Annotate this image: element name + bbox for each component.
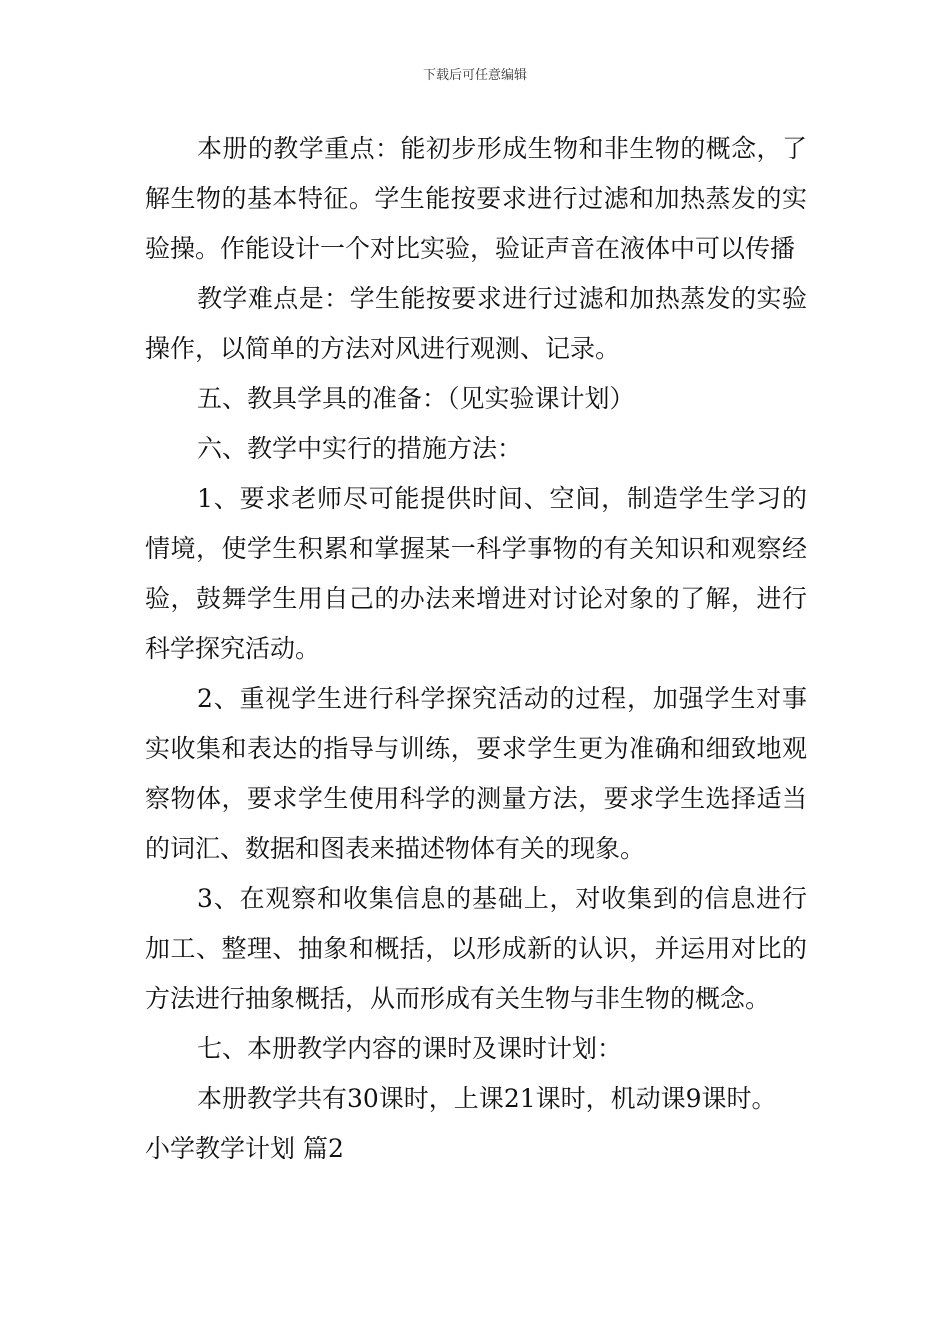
paragraph-measure-3: 3、在观察和收集信息的基础上，对收集到的信息进行加工、整理、抽象和概括，以形成新的认识，并运用对比的方法进行抽象概括，从而形成有关生物与非生物的概念。 [145, 884, 807, 1013]
paragraph-teaching-focus: 本册的教学重点：能初步形成生物和非生物的概念，了解生物的基本特征。学生能按要求进行过滤和加热蒸发的实验操。作能设计一个对比实验，验证声音在液体中可以传播 [145, 134, 807, 263]
section-heading: 小学教学计划 篇2 [145, 1134, 344, 1163]
paragraph-measure-2: 2、重视学生进行科学探究活动的过程，加强学生对事实收集和表达的指导与训练，要求学生更为准确和细致地观察物体，要求学生使用科学的测量方法，要求学生选择适当的词汇、数据和图表来描述物体有关的现象。 [145, 684, 807, 863]
paragraph-teaching-difficulty: 教学难点是：学生能按要求进行过滤和加热蒸发的实验操作，以简单的方法对风进行观测、记录。 [145, 284, 807, 363]
page-header: 下载后可任意编辑 [422, 68, 527, 83]
paragraph-measures-heading: 六、教学中实行的措施方法： [197, 434, 523, 463]
paragraph-measure-1: 1、要求老师尽可能提供时间、空间，制造学生学习的情境，使学生积累和掌握某一科学事物的有关知识和观察经验，鼓舞学生用自己的办法来增进对讨论对象的了解，进行科学探究活动。 [145, 484, 807, 663]
document-body [145, 124, 807, 1174]
paragraph-schedule-heading: 七、本册教学内容的课时及课时计划： [197, 1034, 623, 1063]
paragraph-schedule-detail: 本册教学共有30课时，上课21课时，机动课9课时。 [197, 1084, 777, 1113]
paragraph-teaching-aids: 五、教具学具的准备：（见实验课计划） [197, 384, 635, 413]
